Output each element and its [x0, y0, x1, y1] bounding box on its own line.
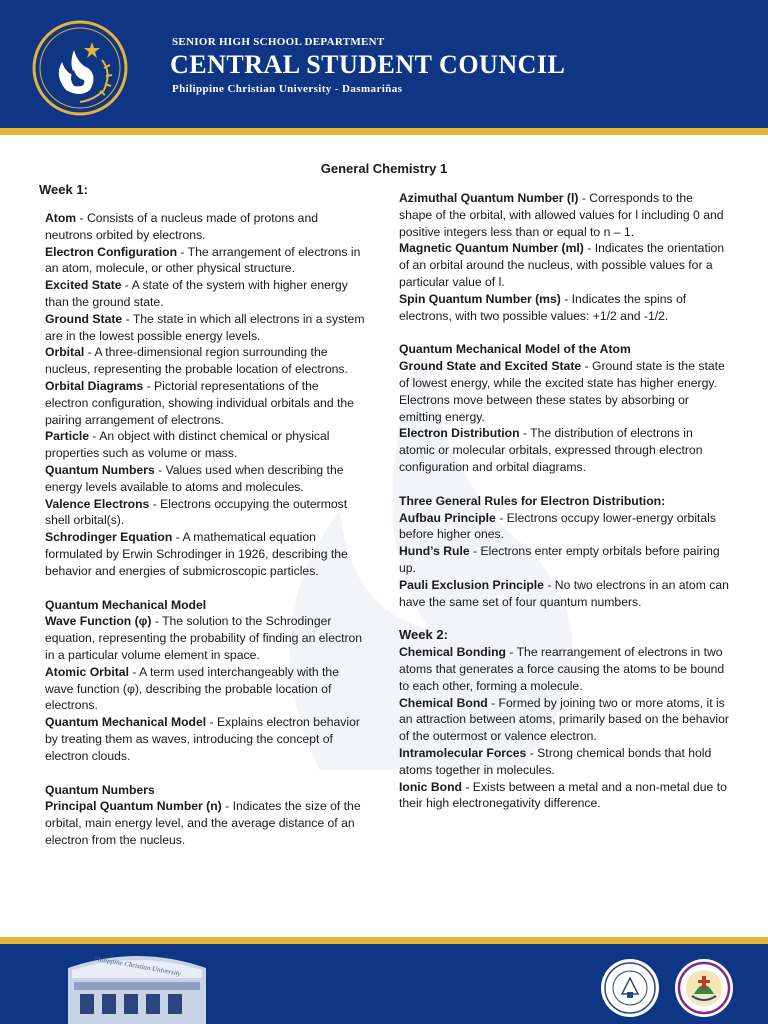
qn-definition: - Corresponds to the shape of the orbital, with allowed values for l including 0 and positive integers less than or equal to n – 1. — [399, 191, 724, 239]
week1-definition: - An object with distinct chemical or physical properties such as volume or mass. — [45, 429, 330, 461]
qmma-entry — [399, 358, 729, 425]
week2-entry — [399, 779, 729, 813]
week1-entry — [45, 244, 365, 278]
week2-entry — [399, 745, 729, 779]
qn-term: Azimuthal Quantum Number (l) — [399, 191, 579, 205]
building-sign-text: Philippine Christian University — [93, 954, 182, 978]
qmma-entry — [399, 425, 729, 475]
rule-entry — [399, 510, 729, 544]
week1-definition: - Pictorial representations of the electron configuration, showing individual orbitals and the pairing arrangement of electrons. — [45, 378, 354, 427]
week2-definition: - The rearrangement of electrons in two atoms that generates a force causing the atoms to be bound to each other, forming a molecule. — [399, 645, 725, 693]
qmm-term: Atomic Orbital — [45, 664, 129, 679]
qn-term: Principal Quantum Number (n) — [45, 799, 222, 814]
department-name: SENIOR HIGH SCHOOL DEPARTMENT — [172, 36, 385, 48]
rule-term: Pauli Exclusion Principle — [399, 577, 544, 592]
right-column — [399, 190, 729, 812]
header-banner — [0, 0, 768, 128]
qmm-definition: - Explains electron behavior by treating them as waves, introducing the concept of electron clouds. — [45, 715, 360, 763]
qn-definition: - Indicates the orientation of an orbital around the nucleus, with possible values for a particular value of l. — [399, 241, 725, 289]
week1-term: Particle — [45, 429, 90, 444]
rule-definition: - No two electrons in an atom can have the same set of four quantum numbers. — [399, 577, 729, 609]
council-name: CENTRAL STUDENT COUNCIL — [170, 50, 566, 79]
rule-definition: - Electrons enter empty orbitals before pairing up. — [399, 544, 720, 575]
week1-entry — [45, 378, 365, 428]
document-title: General Chemistry 1 — [320, 161, 448, 176]
week1-entry — [45, 277, 365, 311]
qmma-term: Ground State and Excited State — [399, 359, 582, 374]
week1-definition: - A mathematical equation formulated by Erwin Schrodinger in 1926, describing the behavior and energies of submicroscopic particles. — [45, 530, 348, 578]
week1-term: Schrodinger Equation — [45, 530, 173, 545]
week2-term: Ionic Bond — [399, 779, 462, 794]
rule-term: Hund’s Rule — [399, 544, 470, 559]
rule-entry — [399, 577, 729, 611]
week2-term: Chemical Bonding — [399, 645, 506, 660]
week2-definition: - Strong chemical bonds that hold atoms together in molecules. — [399, 745, 712, 777]
week2-label: Week 2: — [399, 627, 448, 643]
week1-definition: - Values used when describing the energy levels available to atoms and molecules. — [45, 462, 344, 494]
week1-term: Quantum Numbers — [45, 462, 155, 477]
qn-entry — [399, 240, 729, 290]
qn-heading: Quantum Numbers — [45, 782, 155, 797]
week1-term: Ground State — [45, 311, 123, 326]
qmm-heading: Quantum Mechanical Model — [45, 597, 207, 612]
qn-definition: - Indicates the spins of electrons, with two possible values: +1/2 and -1/2. — [399, 291, 687, 323]
week1-definition: - Consists of a nucleus made of protons and neutrons orbited by electrons. — [45, 211, 319, 242]
week1-term: Orbital — [45, 345, 85, 360]
week1-entry — [45, 210, 365, 244]
rule-entry — [399, 543, 729, 577]
week1-term: Electron Configuration — [45, 244, 178, 259]
qn-definition: - Indicates the size of the orbital, main energy level, and the average distance of an electron from the nucleus. — [45, 799, 361, 847]
rule-definition: - Electrons occupy lower-energy orbitals before higher ones. — [399, 510, 716, 542]
qn-entry — [45, 798, 365, 848]
week2-term: Intramolecular Forces — [399, 745, 527, 760]
week1-term: Excited State — [45, 278, 122, 293]
qn-term: Spin Quantum Number (ms) — [399, 291, 561, 306]
week2-definition: - Formed by joining two or more atoms, it is an attraction between atoms, primarily based on the behavior of the outermost or valence electron. — [399, 695, 729, 744]
rules-heading: Three General Rules for Electron Distribution: — [399, 493, 666, 508]
qn-term: Magnetic Quantum Number (ml) — [399, 241, 584, 256]
qmm-entry — [45, 613, 365, 663]
week2-definition: - Exists between a metal and a non-metal due to their high electronegativity difference. — [399, 779, 727, 811]
week1-definition: - The arrangement of electrons in an atom, molecule, or other physical structure. — [45, 244, 361, 276]
qmm-definition: - The solution to the Schrodinger equation, representing the probability of finding an electron in a particular volume element in space. — [45, 614, 363, 662]
council-logo-icon — [32, 20, 128, 116]
week1-label: Week 1: — [39, 182, 88, 197]
qmma-definition: - The distribution of electrons in atomic or molecular orbitals, expressed through electron configuration and orbital diagrams. — [399, 426, 703, 474]
week1-term: Atom — [45, 211, 77, 225]
left-column — [45, 210, 365, 849]
week1-entry — [45, 529, 365, 579]
qmma-term: Electron Distribution — [399, 426, 520, 441]
week2-entry — [399, 695, 729, 745]
footer-gold-stripe — [0, 937, 768, 944]
rule-term: Aufbau Principle — [399, 510, 496, 525]
qmm-term: Wave Function (φ) — [45, 614, 152, 629]
week1-definition: - The state in which all electrons in a system are in the lowest possible energy levels. — [45, 311, 365, 343]
week1-term: Valence Electrons — [45, 496, 150, 511]
university-name: Philippine Christian University - Dasmariñas — [172, 83, 403, 95]
week1-entry — [45, 344, 365, 378]
week1-entry — [45, 428, 365, 462]
week2-term: Chemical Bond — [399, 695, 488, 710]
week2-entry — [399, 644, 729, 694]
week1-definition: - A three-dimensional region surrounding the nucleus, representing the probable location of electrons. — [45, 345, 348, 377]
school-seal-icon — [600, 958, 660, 1018]
week1-entry — [45, 462, 365, 496]
qmma-definition: - Ground state is the state of lowest energy, while the excited state has higher energy. Electrons move between these states by absorbing or emitting energy. — [399, 359, 725, 424]
week1-entry — [45, 496, 365, 530]
week1-entry — [45, 311, 365, 345]
council-seal-icon — [674, 958, 734, 1018]
qmm-entry — [45, 664, 365, 714]
qmm-definition: - A term used interchangeably with the wave function (φ), describing the probable location of electrons. — [45, 664, 339, 713]
university-building-image — [62, 948, 212, 1024]
week1-definition: - Electrons occupying the outermost shell orbital(s). — [45, 496, 348, 528]
qn-entry — [399, 190, 729, 240]
header-gold-stripe — [0, 128, 768, 135]
week1-term: Orbital Diagrams — [45, 378, 144, 393]
qn-entry — [399, 291, 729, 325]
qmm-term: Quantum Mechanical Model — [45, 715, 207, 730]
qmma-heading: Quantum Mechanical Model of the Atom — [399, 342, 631, 357]
qmm-entry — [45, 714, 365, 764]
week1-definition: - A state of the system with higher energy than the ground state. — [45, 278, 348, 309]
